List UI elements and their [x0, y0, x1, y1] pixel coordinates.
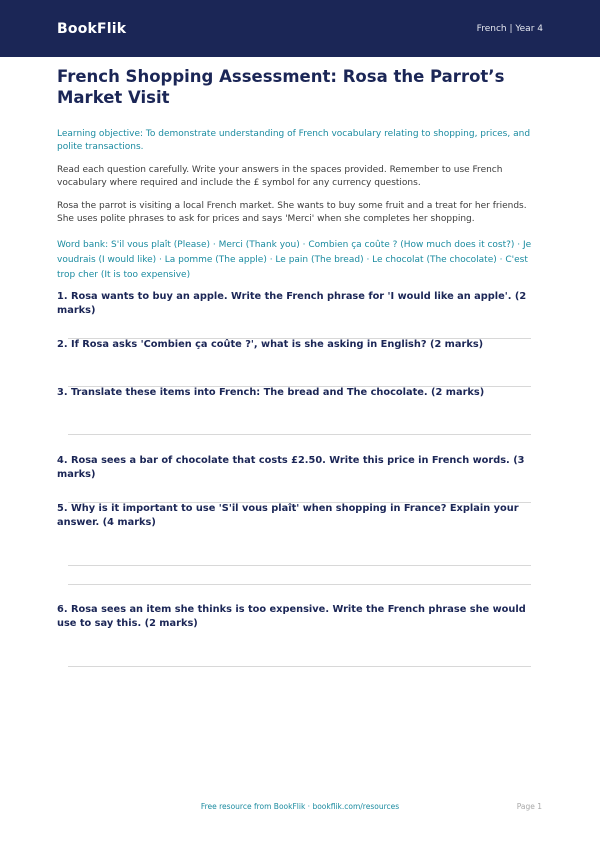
question-6: 6. Rosa sees an item she thinks is too expensive. Write the French phrase she would use to say this. (2 marks)	[57, 604, 526, 629]
question-3: 3. Translate these items into French: The bread and The chocolate. (2 marks)	[57, 387, 485, 398]
subject-label: French | Year 4	[476, 23, 543, 34]
question-2: 2. If Rosa asks 'Combien ça coûte ?', what is she asking in English? (2 marks)	[57, 339, 484, 350]
instructions-text: Read each question carefully. Write your answers in the spaces provided. Remember to use French vocabulary where required and include the £ symbol for any currency questions.	[57, 165, 503, 188]
word-bank: Word bank: S'il vous plaît (Please) · Merci (Thank you) · Combien ça coûte ? (How much does it cost?) · Je voudrais (I would like) · La pomme (The apple) · Le pain (The bread) · Le chocolat (The chocolate) · C'est trop cher (It is too expensive)	[57, 240, 532, 280]
answer-line[interactable]	[68, 584, 531, 585]
learning-objective: Learning objective: To demonstrate understanding of French vocabulary relating to shopping, prices, and polite transactions.	[57, 129, 531, 152]
answer-line[interactable]	[68, 434, 531, 435]
question-1: 1. Rosa wants to buy an apple. Write the French phrase for 'I would like an apple'. (2 marks)	[57, 291, 527, 316]
intro-section	[57, 66, 543, 283]
answer-line[interactable]	[68, 666, 531, 667]
page-number: Page 1	[516, 802, 542, 811]
question-5: 5. Why is it important to use 'S'il vous plaît' when shopping in France? Explain your answer. (4 marks)	[57, 503, 519, 528]
footer-credit-link[interactable]: Free resource from BookFlik · bookflik.com/resources	[200, 802, 400, 811]
page-title: French Shopping Assessment: Rosa the Parrot’s Market Visit	[57, 67, 505, 107]
scenario-text: Rosa the parrot is visiting a local French market. She wants to buy some fruit and a treat for her friends. She uses polite phrases to ask for prices and says 'Merci' when she completes her shopping.	[57, 201, 527, 224]
answer-line[interactable]	[68, 565, 531, 566]
brand-logo[interactable]: BookFlik	[57, 20, 127, 37]
question-4: 4. Rosa sees a bar of chocolate that costs £2.50. Write this price in French words. (3 marks)	[57, 455, 525, 480]
header-bar	[0, 0, 600, 57]
